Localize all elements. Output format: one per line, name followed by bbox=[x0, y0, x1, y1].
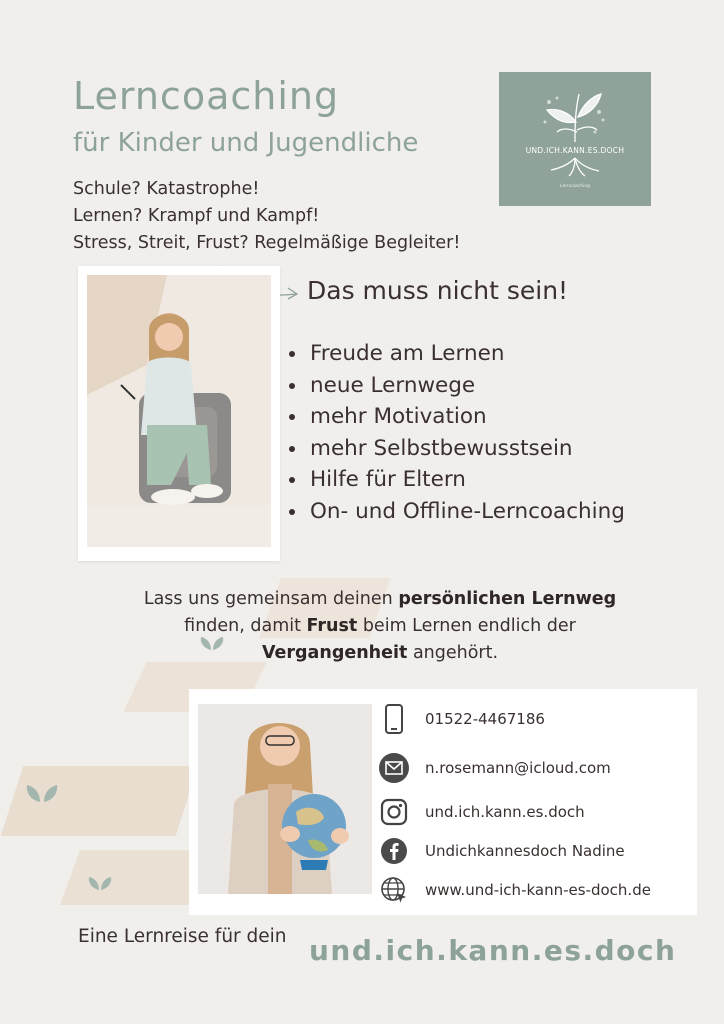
call-to-action bbox=[90, 586, 670, 667]
cta-text: beim Lernen endlich der bbox=[357, 616, 576, 636]
contact-phone[interactable] bbox=[379, 704, 545, 734]
tagline: Das muss nicht sein! bbox=[307, 276, 569, 305]
deco-shape-bottom bbox=[60, 850, 210, 905]
footer-lead: Eine Lernreise für dein bbox=[78, 926, 287, 947]
list-item: • mehr Selbstbewusstsein bbox=[308, 433, 625, 465]
leaf-icon bbox=[85, 874, 115, 894]
cta-emphasis: Frust bbox=[306, 616, 358, 636]
list-item: • neue Lernwege bbox=[308, 370, 625, 402]
phone-number[interactable]: 01522-4467186 bbox=[425, 710, 545, 728]
page-subtitle: für Kinder und Jugendliche bbox=[73, 128, 419, 158]
intro-text bbox=[73, 176, 460, 257]
contact-facebook[interactable] bbox=[379, 836, 625, 866]
contact-website[interactable] bbox=[379, 875, 651, 905]
contact-email[interactable] bbox=[379, 753, 611, 783]
mail-icon bbox=[379, 753, 409, 783]
footer-brand: und.ich.kann.es.doch bbox=[309, 934, 677, 967]
cta-emphasis: Vergangenheit bbox=[261, 643, 408, 663]
coach-photo-globe bbox=[198, 704, 372, 894]
cta-text: finden, damit bbox=[184, 616, 307, 636]
cta-text: angehört. bbox=[407, 643, 499, 663]
instagram-icon bbox=[379, 797, 409, 827]
intro-line: Stress, Streit, Frust? Regelmäßige Begleiter! bbox=[73, 233, 461, 253]
facebook-icon bbox=[379, 836, 409, 866]
list-item: • Freude am Lernen bbox=[308, 338, 625, 370]
list-item: • On- und Offline-Lerncoaching bbox=[308, 496, 625, 528]
benefits-list bbox=[286, 338, 625, 528]
list-item: • Hilfe für Eltern bbox=[308, 464, 625, 496]
contact-card bbox=[189, 689, 697, 915]
page-title: Lerncoaching bbox=[73, 74, 340, 118]
coach-photo-sitting bbox=[87, 275, 271, 547]
coach-photo-frame bbox=[78, 266, 280, 561]
web-icon bbox=[379, 875, 409, 905]
website-url[interactable]: www.und-ich-kann-es-doch.de bbox=[425, 881, 651, 899]
instagram-handle[interactable]: und.ich.kann.es.doch bbox=[425, 803, 585, 821]
intro-line: Lernen? Krampf und Kampf! bbox=[73, 206, 320, 226]
phone-icon bbox=[379, 704, 409, 734]
contact-instagram[interactable] bbox=[379, 797, 585, 827]
facebook-name[interactable]: Undichkannesdoch Nadine bbox=[425, 842, 625, 860]
cta-emphasis: persönlichen Lernweg bbox=[398, 589, 617, 609]
cta-text: Lass uns gemeinsam deinen bbox=[143, 589, 399, 609]
brand-logo bbox=[499, 72, 651, 206]
list-item: • mehr Motivation bbox=[308, 401, 625, 433]
logo-text: UND.ICH.KANN.ES.DOCH bbox=[525, 146, 625, 155]
leaf-icon bbox=[22, 782, 62, 806]
intro-line: Schule? Katastrophe! bbox=[73, 179, 260, 199]
logo-subtext: Lerncoaching bbox=[559, 184, 591, 189]
email-address[interactable]: n.rosemann@icloud.com bbox=[425, 759, 611, 777]
